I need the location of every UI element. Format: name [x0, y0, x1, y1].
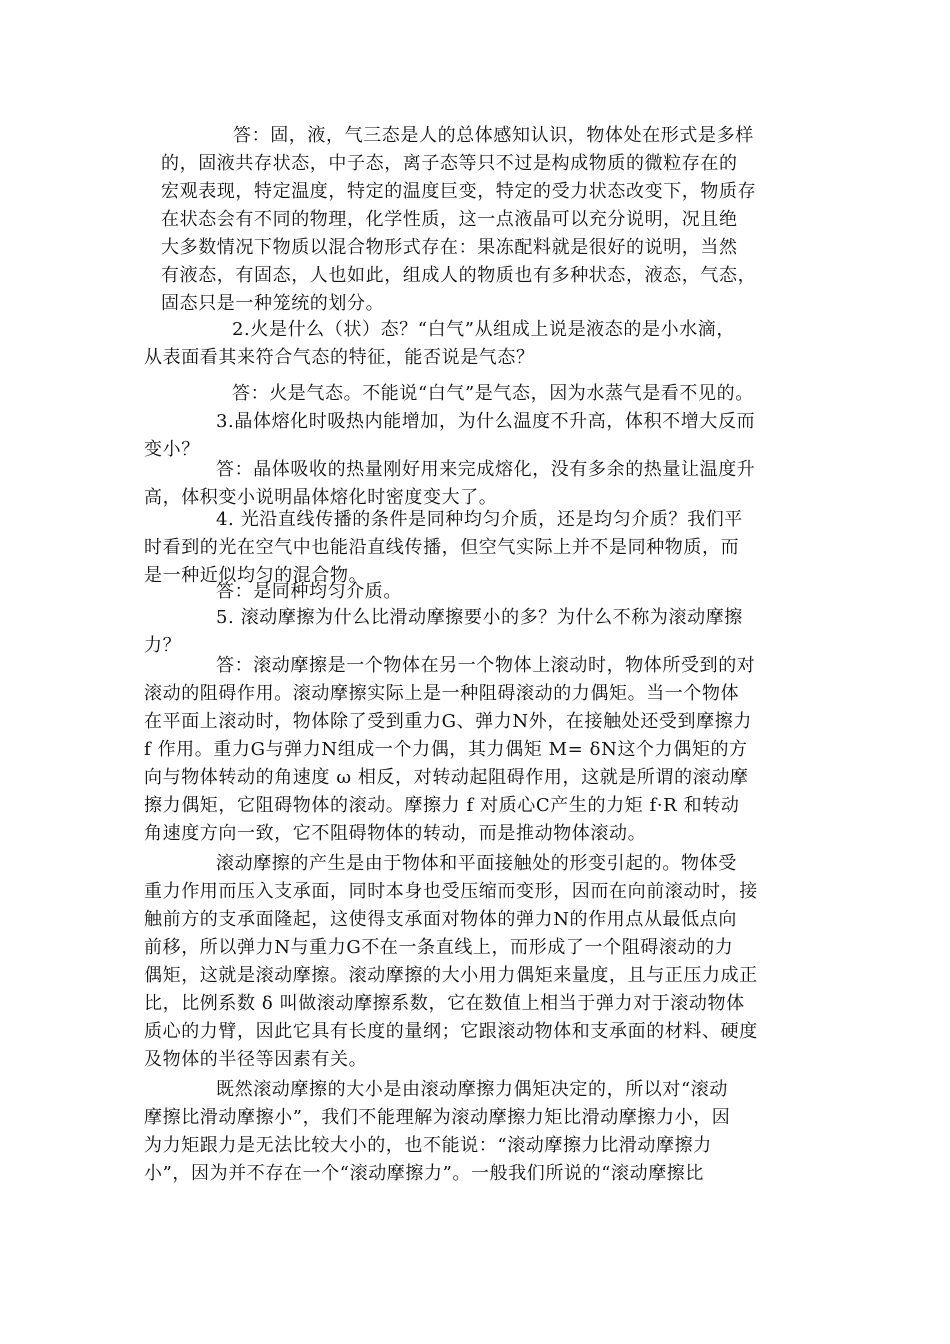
answer-4-paragraph [144, 578, 809, 606]
text-line: 4. 光沿直线传播的条件是同种均匀介质，还是均匀介质？我们平 [216, 509, 743, 530]
answer-3-paragraph [144, 456, 809, 512]
text-line: 偶矩，这就是滚动摩擦。滚动摩擦的大小用力偶矩来量度，且与正压力成正 [144, 965, 758, 986]
text-line: 是一种近似均匀的混合物。 [144, 565, 368, 586]
text-line: 比，比例系数 δ 叫做滚动摩擦系数，它在数值上相当于弹力对于滚动物体 [144, 993, 745, 1014]
text-line: 2.火是什么（状）态？“白气”从组成上说是液态的是小水滴， [232, 319, 735, 340]
answer-1-paragraph [161, 122, 801, 318]
conclusion-paragraph [144, 1076, 809, 1188]
text-line: 高，体积变小说明晶体熔化时密度变大了。 [144, 487, 498, 508]
text-line: 宏观表现，特定温度，特定的温度巨变，特定的受力状态改变下，物质存 [161, 181, 757, 202]
text-line: 触前方的支承面隆起，这使得支承面对物体的弹力N的作用点从最低点向 [144, 909, 737, 930]
rolling-cause-paragraph [144, 850, 809, 1074]
text-line: 固态只是一种笼统的划分。 [161, 293, 385, 314]
text-line: 大多数情况下物质以混合物形式存在：果冻配料就是很好的说明，当然 [161, 237, 738, 258]
question-2-paragraph [144, 316, 804, 372]
text-line: 滚动的阻碍作用。滚动摩擦实际上是一种阻碍滚动的力偶矩。当一个物体 [144, 683, 740, 704]
text-line: 角速度方向一致，它不阻碍物体的转动，而是推动物体滚动。 [144, 823, 647, 844]
text-line: 变小？ [144, 439, 200, 460]
text-line: 在平面上滚动时，物体除了受到重力G、弹力N外，在接触处还受到摩擦力 [144, 711, 752, 732]
text-line: 答：滚动摩擦是一个物体在另一个物体上滚动时，物体所受到的对 [216, 655, 756, 676]
text-line: 为力矩跟力是无法比较大小的，也不能说：“滚动摩擦力比滑动摩擦力 [144, 1135, 712, 1156]
text-line: 从表面看其来符合气态的特征，能否说是气态？ [144, 347, 535, 368]
text-line: 答：固，液，气三态是人的总体感知认识，物体处在形式是多样 [233, 125, 754, 146]
text-line: 3.晶体熔化时吸热内能增加，为什么温度不升高，体积不增大反而 [216, 411, 756, 432]
text-line: 摩擦比滑动摩擦小”，我们不能理解为滚动摩擦力矩比滑动摩擦力小，因 [144, 1107, 731, 1128]
text-line: 向与物体转动的角速度 ω 相反，对转动起阻碍作用，这就是所谓的滚动摩 [144, 767, 749, 788]
text-line: 擦力偶矩，它阻碍物体的滚动。摩擦力 f 对质心C产生的力矩 f·R 和转动 [144, 795, 740, 816]
text-line: 答：晶体吸收的热量刚好用来完成熔化，没有多余的热量让温度升 [216, 459, 756, 480]
text-line: 小”，因为并不存在一个“滚动摩擦力”。一般我们所说的“滚动摩擦比 [144, 1163, 705, 1184]
answer-2-paragraph [232, 380, 812, 408]
text-line: 及物体的半径等因素有关。 [144, 1049, 368, 1070]
text-line: 前移，所以弹力N与重力G不在一条直线上，而形成了一个阻碍滚动的力 [144, 937, 734, 958]
text-line: f 作用。重力G与弹力N组成一个力偶，其力偶矩 M= δN这个力偶矩的方 [144, 739, 748, 760]
text-line: 答：火是气态。不能说“白气”是气态，因为水蒸气是看不见的。 [232, 383, 754, 404]
text-line: 答：是同种均匀介质。 [216, 581, 402, 602]
text-line: 力？ [144, 635, 182, 656]
text-line: 质心的力臂，因此它具有长度的量纲；它跟滚动物体和支承面的材料、硬度 [144, 1021, 758, 1042]
text-line: 重力作用而压入支承面，同时本身也受压缩而变形，因而在向前滚动时，接 [144, 881, 758, 902]
text-line: 5. 滚动摩擦为什么比滑动摩擦要小的多？为什么不称为滚动摩擦 [216, 607, 743, 628]
text-line: 的，固液共存状态，中子态，离子态等只不过是构成物质的微粒存在的 [161, 153, 738, 174]
text-line: 时看到的光在空气中也能沿直线传播，但空气实际上并不是同种物质，而 [144, 537, 740, 558]
text-line: 有液态，有固态，人也如此，组成人的物质也有多种状态，液态，气态， [161, 265, 757, 286]
answer-5-paragraph [144, 652, 809, 848]
text-line: 在状态会有不同的物理，化学性质，这一点液晶可以充分说明，况且绝 [161, 209, 738, 230]
text-line: 既然滚动摩擦的大小是由滚动摩擦力偶矩决定的，所以对“滚动 [216, 1079, 728, 1100]
text-line: 滚动摩擦的产生是由于物体和平面接触处的形变引起的。物体受 [216, 853, 737, 874]
